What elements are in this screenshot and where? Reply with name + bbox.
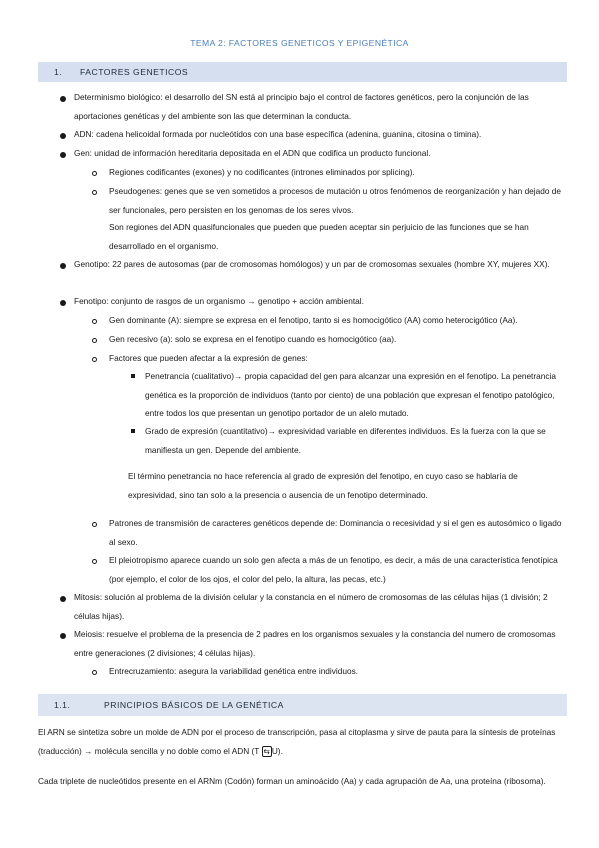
item-entrecruzamiento: Entrecruzamiento: asegura la variabilidad genética entre individuos. [109,666,359,676]
bullet-circle [92,357,97,362]
item-pleiotropismo: El pleiotropismo aparece cuando un solo gen afecta a más de un fenotipo, es decir, a más de una característica fenotípica (por ejemplo, el color de los ojos, el color del pelo, la altura, las pecas, etc.) [109,555,558,584]
paragraph-triplete: Cada triplete de nucleótidos presente en el ARNm (Codón) forman un aminoácido (Aa) y cada agrupación de Aa, una proteína (ribosoma). [38,776,546,786]
note-penetrancia: El término penetrancia no hace referencia al grado de expresión del fenotipo, en cuyo caso se hablaría de expresividad, sino tan solo a la presencia o ausencia de un fenotipo determinado. [128,471,518,500]
bullet-circle [92,338,97,343]
section-number: 1. [54,67,63,77]
bullet-circle [92,522,97,527]
bullet-dot [60,300,66,306]
item-grado-expresion: Grado de expresión (cuantitativo)→ expresividad variable en diferentes individuos. Es la fuerza con la que se manifiesta un gen. Depende del ambiente. [145,426,546,455]
item-gen-dominante: Gen dominante (A): siempre se expresa en el fenotipo, tanto si es homocigótico (AA) como heterocigótico (Aa). [109,315,518,325]
bullet-dot [60,152,66,158]
item-factores: Factores que pueden afectar a la expresión de genes: [109,353,308,363]
document-title: TEMA 2: FACTORES GENETICOS Y EPIGENÉTICA [190,38,409,48]
item-fenotipo: Fenotipo: conjunto de rasgos de un organismo → genotipo + acción ambiental. [74,296,364,306]
bullet-dot [60,133,66,139]
bullet-dot [60,263,66,269]
section-header-1-1 [38,694,567,716]
bullet-circle [92,559,97,564]
item-adn: ADN: cadena helicoidal formada por nucleótidos con una base específica (adenina, guanina, citosina o timina). [74,129,482,139]
bullet-dot [60,96,66,102]
section-title: FACTORES GENETICOS [80,67,189,77]
paragraph-arn-end: U). [271,745,283,756]
section-number: 1.1. [54,700,71,710]
item-regiones: Regiones codificantes (exones) y no codificantes (intrones eliminados por splicing). [109,167,415,177]
item-pseudogenes-note: Son regiones del ADN quasifuncionales que pueden que pueden aceptar sin perjuicio de las funciones que se han desarrollado en el organismo. [109,222,529,251]
item-mitosis: Mitosis: solución al problema de la división celular y la constancia en el número de cromosomas de las células hijas (1 división; 2 células hijas). [74,592,548,621]
item-patrones: Patrones de transmisión de caracteres genéticos depende de: Dominancia o recesividad y si el gen es autosómico o ligado al sexo. [109,518,562,547]
item-gen-recesivo: Gen recesivo (a): solo se expresa en el fenotipo cuando es homocigótico (aa). [109,334,397,344]
paragraph-arn-text: El ARN se sintetiza sobre un molde de ADN por el proceso de transcripción, pasa al citoplasma y sirve de pauta para la síntesis de proteínas (traducción) → molécula sencilla y no doble como el ADN (T [38,727,556,756]
bullet-square [131,374,135,378]
item-gen: Gen: unidad de información hereditaria depositada en el ADN que codifica un producto funcional. [74,148,431,158]
bullet-circle [92,319,97,324]
bullet-circle [92,190,97,195]
bullet-circle [92,670,97,675]
item-pseudogenes: Pseudogenes: genes que se ven sometidos a procesos de mutación u otros fenómenos de reorganización y han dejado de ser funcionales, pero persisten en los genomas de los seres vivos. [109,186,562,215]
paragraph-arn [38,723,567,760]
item-genotipo: Genotipo: 22 pares de autosomas (par de cromosomas homólogos) y un par de cromosomas sexuales (hombre XY, mujeres XX). [74,259,550,269]
bullet-dot [60,633,66,639]
section-header-1 [38,62,567,82]
section-title: PRINCIPIOS BÁSICOS DE LA GENÉTICA [104,700,284,710]
item-determinismo: Determinismo biológico: el desarrollo del SN está al principio bajo el control de factores genéticos, pero la conjunción de las aportaciones genéticas y del ambiente son las que determinan la conducta. [74,92,529,121]
swap-box: ⇆ [263,746,270,756]
item-penetrancia: Penetrancia (cualitativo)→ propia capacidad del gen para alcanzar una expresión en el fenotipo. La penetrancia genética es la proporción de individuos (tanto por ciento) de una población que expresan el fenotipo patológico, entre todos los que presentan un genotipo portador de un alelo mutado. [145,371,556,418]
bullet-square [131,429,135,433]
item-meiosis: Meiosis: resuelve el problema de la presencia de 2 padres en los organismos sexuales y la constancia del numero de cromosomas entre generaciones (2 divisiones; 4 células hijas). [74,629,556,658]
bullet-dot [60,596,66,602]
bullet-circle [92,171,97,176]
